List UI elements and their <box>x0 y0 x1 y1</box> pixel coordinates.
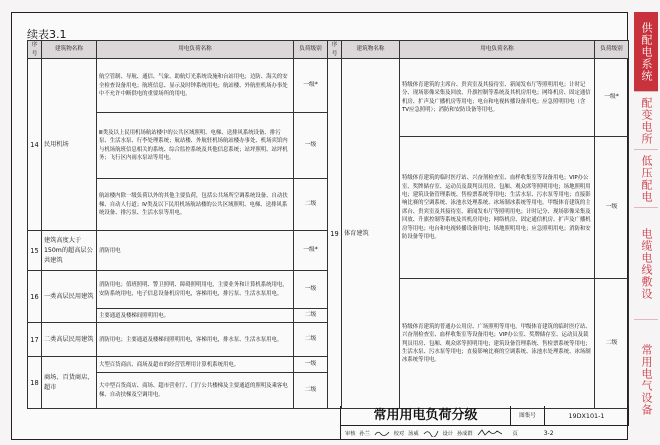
load-description: 消防用电 <box>97 231 294 271</box>
design-signature <box>477 429 503 437</box>
side-tab-label: 配变电所 <box>640 96 653 145</box>
check-label: 校对 <box>393 430 405 437</box>
row-number: 18 <box>28 357 42 409</box>
row-number: 15 <box>28 231 42 271</box>
load-level: 二级 <box>294 373 328 409</box>
building-name: 二类高层民用建筑 <box>42 323 97 357</box>
load-table-right <box>327 40 629 409</box>
load-description: 特级体育建筑的主席台、贵宾室及其接待室、新闻发布厅等照明用电；计时记分、现场影像采集及回放、升旗控制等系统及其机房用电；网络机房、固定通信机房、扩声及广播机房等用电；电台和电视转播设备用电；应急照明用电（含TV应急照明）；消防和安防设备等用电。 <box>400 59 595 137</box>
load-level: 二级 <box>294 179 328 231</box>
load-description: 航站楼内除一级负荷以外的其他主要负荷，包括公共场所空调系统设备、自动扶梯、自动人行道；Ⅳ类及以下民用机场航站楼的公共区域照明、电梯、送排风系统设备、排污泵、生活水泵等用电。 <box>97 179 294 231</box>
table-row <box>28 357 328 373</box>
drawing-title: 常用用电负荷分级 <box>341 406 511 426</box>
row-number: 16 <box>28 271 42 323</box>
header-no: 序号 <box>28 41 42 59</box>
atlas-number: 19DX101-1 <box>545 406 629 426</box>
load-level: 一级* <box>595 59 629 137</box>
side-tab-substation[interactable] <box>634 92 658 150</box>
design-name: 孙成群 <box>456 430 473 437</box>
load-level: 一级 <box>595 137 629 279</box>
sheet-title: 续表3.1 <box>27 28 67 41</box>
load-level: 一级* <box>294 231 328 271</box>
load-description: 特级体育建筑的普通办公用房、广场照明等用电。甲级体育建筑的临时医疗站、兴奋剂检查室、血样收集室等设备用电；VIP办公室、奖牌储存室、运动员及裁判员用房、包厢、观众席等照明用电；建筑设备管理系统、售检票系统等用电；生活水泵、污水泵等用电；直接影响比赛的空调系统、泳池水处理系统、冰场制冰系统等用电。 <box>400 279 595 409</box>
side-tab-label: 常用电气设备 <box>640 344 653 416</box>
side-tab-power-supply-system[interactable] <box>634 12 658 92</box>
side-tab-strip <box>634 12 658 440</box>
load-level: 二级 <box>595 279 629 409</box>
review-signature <box>374 429 390 437</box>
load-level: 一级 <box>294 113 328 179</box>
load-level: 二级 <box>294 323 328 357</box>
building-name: 民用机场 <box>42 59 97 231</box>
side-tab-label: 供配电系统 <box>640 21 653 82</box>
table-row <box>28 323 328 357</box>
table-row <box>28 231 328 271</box>
load-description: 特级体育建筑的临时医疗站、兴奋剂检查室、血样收集室等设备用电；VIP办公室、奖牌储存室、运动员及裁判员用房、包厢、观众席等照明用电；场地照明用电；建筑设备管理系统、售检票系统等用电；生活水泵、污水泵等用电；直接影响比赛的空调系统、泳池水处理系统、冰场制冰系统等用电。甲级体育建筑的主席台、贵宾室及其接待室、新闻发布厅等照明用电；计时记分、现场影像采集及回放、升旗控制等系统及其机房用电；网络机房、固定通信机房、扩声及广播机房等用电；电台和电视转播设备用电；场地照明用电；应急照明用电；消防和安防设备等用电。 <box>400 137 595 279</box>
table-row <box>28 271 328 309</box>
load-level: 一级 <box>294 271 328 309</box>
row-number: 14 <box>28 59 42 231</box>
table-header-row <box>328 41 629 59</box>
table-row <box>328 59 629 137</box>
load-description: 消防用电；主要通道及楼梯间照明用电，客梯用电，排水泵、生活水泵用电。 <box>97 323 294 357</box>
load-description: 航空管制、导航、通信、气象、助航灯光系统设施和台站用电；边防、海关的安全检查设备用电；航班信息、显示及时钟系统用电；航站楼、外航驻机场办事处中不允许中断供电的重要场所的用电。 <box>97 59 294 113</box>
side-tab-label: 低压配电 <box>640 154 653 203</box>
review-label: 审核 <box>345 430 356 437</box>
building-name: 商场、百货商店、超市 <box>42 357 97 409</box>
header-load-name: 用电负荷名称 <box>97 41 294 59</box>
building-name: 一类高层民用建筑 <box>42 271 97 323</box>
side-tab-low-voltage[interactable] <box>634 150 658 208</box>
table-header-row <box>28 41 328 59</box>
page-label: 页 <box>512 430 518 437</box>
check-name: 汤威 <box>408 430 419 437</box>
side-tab-cable-laying[interactable] <box>634 208 658 320</box>
review-name: 孙兰 <box>359 430 370 437</box>
load-description: 主要通道及楼梯间照明用电。 <box>97 309 294 323</box>
building-name: 建筑高度大于150m的超高层公共建筑 <box>42 231 97 271</box>
atlas-number-label: 图集号 <box>511 406 545 426</box>
header-building-name: 建筑物名称 <box>342 41 400 59</box>
load-description: Ⅲ类及以上民用机场航站楼中的公共区域照明、电梯、送排风系统设备、排污泵、生活水泵、行李处理系统；航站楼、外航驻机场航站楼办事处、机场宾馆内与机场航班信息相关的系统、综合监控系统及其他信息系统；站坪照明、站坪机务；飞行区内雨水泵站等用电。 <box>97 113 294 179</box>
load-level: 二级 <box>294 309 328 323</box>
side-tab-label: 电缆电线敷设 <box>640 227 653 300</box>
load-level: 一级 <box>294 357 328 373</box>
load-description: 消防用电；值班照明、警卫照明、障碍照明用电，主要业务和计算机系统用电，安防系统用电，电子信息设备机房用电，客梯用电，排污泵、生活水泵用电。 <box>97 271 294 309</box>
load-description: 大型百货商店、商场及超市的经营管理用计算机系统用电。 <box>97 357 294 373</box>
load-table-left <box>27 40 328 409</box>
side-tab-common-equipment[interactable] <box>634 320 658 440</box>
signature-row <box>341 426 629 440</box>
building-name: 体育建筑 <box>342 59 400 409</box>
row-number: 17 <box>28 323 42 357</box>
design-label: 设计 <box>442 430 453 437</box>
header-load-level: 负荷级别 <box>595 41 629 59</box>
title-block <box>340 406 628 440</box>
header-no: 序号 <box>328 41 342 59</box>
header-building-name: 建筑物名称 <box>42 41 97 59</box>
header-load-level: 负荷级别 <box>294 41 328 59</box>
table-row <box>28 59 328 113</box>
row-number: 19 <box>328 59 342 409</box>
check-signature <box>423 429 439 437</box>
load-description: 大中型百货商店、商场、超市营业厅、门厅公共楼梯及主要通道的照明及乘客电梯、自动扶梯及空调用电。 <box>97 373 294 409</box>
page-number: 3-2 <box>543 429 554 437</box>
load-level: 一级* <box>294 59 328 113</box>
header-load-name: 用电负荷名称 <box>400 41 595 59</box>
